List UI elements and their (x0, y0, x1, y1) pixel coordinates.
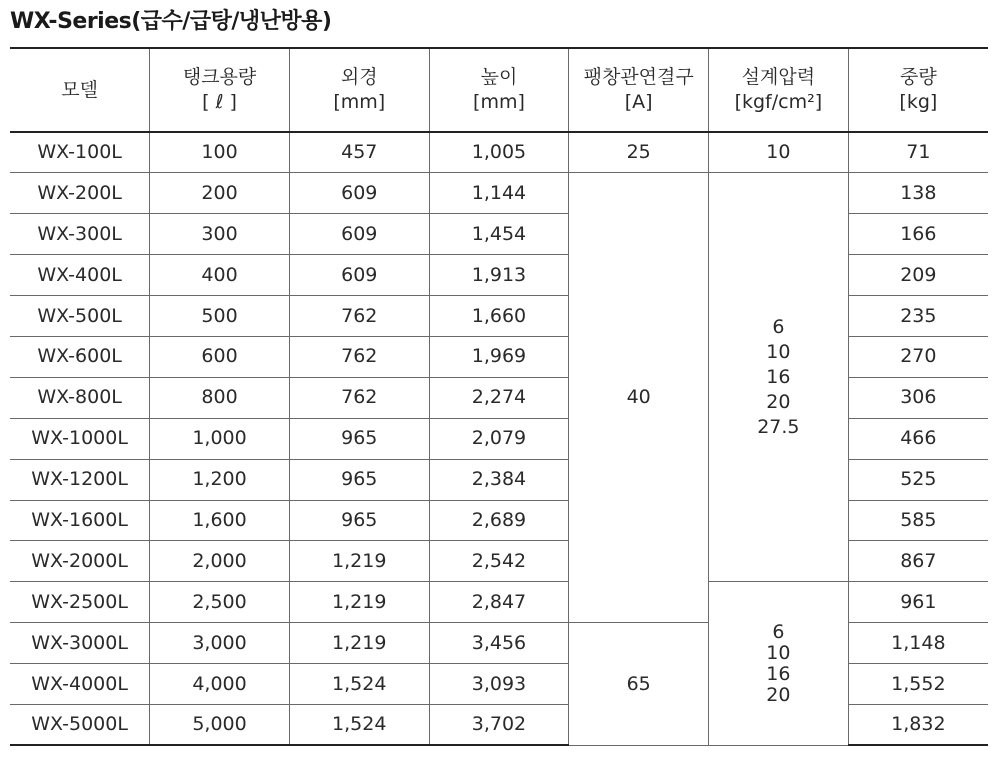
height-cell: 2,689 (429, 500, 569, 541)
diameter-cell: 965 (289, 459, 429, 500)
diameter-cell: 965 (289, 500, 429, 541)
pressure-value: 16 (766, 365, 791, 388)
header-pressure: 설계압력 [kgf/cm²] (709, 48, 849, 132)
model-cell: WX-400L (10, 255, 150, 296)
model-cell: WX-2000L (10, 541, 150, 582)
header-expansion: 팽창관연결구 [A] (569, 48, 709, 132)
diameter-cell: 1,219 (289, 541, 429, 582)
model-cell: WX-500L (10, 296, 150, 337)
model-cell: WX-200L (10, 173, 150, 214)
pressure-cell: 10 (709, 132, 849, 173)
weight-cell: 1,148 (848, 623, 988, 664)
model-cell: WX-300L (10, 214, 150, 255)
capacity-cell: 5,000 (150, 704, 290, 745)
weight-cell: 585 (848, 500, 988, 541)
capacity-cell: 400 (150, 255, 290, 296)
weight-cell: 525 (848, 459, 988, 500)
capacity-cell: 2,500 (150, 582, 290, 623)
height-cell: 1,144 (429, 173, 569, 214)
pressure-cell (709, 582, 849, 746)
diameter-cell: 1,219 (289, 582, 429, 623)
capacity-cell: 1,000 (150, 418, 290, 459)
diameter-cell: 609 (289, 255, 429, 296)
diameter-cell: 762 (289, 377, 429, 418)
capacity-cell: 4,000 (150, 664, 290, 705)
pressure-value: 20 (766, 390, 791, 413)
diameter-cell: 762 (289, 336, 429, 377)
diameter-cell: 609 (289, 173, 429, 214)
pressure-value: 27.5 (757, 415, 800, 438)
weight-cell: 306 (848, 377, 988, 418)
pressure-value: 16 (766, 662, 791, 685)
weight-cell: 209 (848, 255, 988, 296)
weight-cell: 71 (848, 132, 988, 173)
header-height: 높이 [mm] (429, 48, 569, 132)
header-capacity: 탱크용량 [ ℓ ] (150, 48, 290, 132)
diameter-cell: 965 (289, 418, 429, 459)
weight-cell: 166 (848, 214, 988, 255)
table-row (10, 173, 988, 214)
weight-cell: 235 (848, 296, 988, 337)
height-cell: 3,456 (429, 623, 569, 664)
model-cell: WX-800L (10, 377, 150, 418)
height-cell: 1,005 (429, 132, 569, 173)
capacity-cell: 200 (150, 173, 290, 214)
capacity-cell: 3,000 (150, 623, 290, 664)
pressure-cell (709, 173, 849, 582)
height-cell: 1,969 (429, 336, 569, 377)
model-cell: WX-100L (10, 132, 150, 173)
diameter-cell: 1,219 (289, 623, 429, 664)
height-cell: 2,274 (429, 377, 569, 418)
header-model: 모델 (10, 48, 150, 132)
model-cell: WX-600L (10, 336, 150, 377)
capacity-cell: 500 (150, 296, 290, 337)
table-row (10, 582, 988, 623)
height-cell: 1,913 (429, 255, 569, 296)
weight-cell: 270 (848, 336, 988, 377)
weight-cell: 961 (848, 582, 988, 623)
height-cell: 1,454 (429, 214, 569, 255)
pressure-value: 10 (766, 641, 791, 664)
pressure-value: 20 (766, 683, 791, 706)
capacity-cell: 1,600 (150, 500, 290, 541)
height-cell: 2,079 (429, 418, 569, 459)
capacity-cell: 800 (150, 377, 290, 418)
height-cell: 2,542 (429, 541, 569, 582)
weight-cell: 138 (848, 173, 988, 214)
table-row (10, 132, 988, 173)
diameter-cell: 1,524 (289, 664, 429, 705)
height-cell: 2,847 (429, 582, 569, 623)
pressure-value: 6 (772, 620, 785, 643)
diameter-cell: 1,524 (289, 704, 429, 745)
height-cell: 2,384 (429, 459, 569, 500)
expansion-cell: 40 (569, 173, 709, 623)
weight-cell: 867 (848, 541, 988, 582)
capacity-cell: 1,200 (150, 459, 290, 500)
height-cell: 3,093 (429, 664, 569, 705)
capacity-cell: 2,000 (150, 541, 290, 582)
height-cell: 1,660 (429, 296, 569, 337)
weight-cell: 1,832 (848, 704, 988, 745)
model-cell: WX-5000L (10, 704, 150, 745)
capacity-cell: 600 (150, 336, 290, 377)
weight-cell: 466 (848, 418, 988, 459)
pressure-value: 6 (772, 315, 785, 338)
capacity-cell: 300 (150, 214, 290, 255)
capacity-cell: 100 (150, 132, 290, 173)
pressure-value: 10 (766, 340, 791, 363)
diameter-cell: 457 (289, 132, 429, 173)
model-cell: WX-1600L (10, 500, 150, 541)
model-cell: WX-2500L (10, 582, 150, 623)
model-cell: WX-1000L (10, 418, 150, 459)
weight-cell: 1,552 (848, 664, 988, 705)
height-cell: 3,702 (429, 704, 569, 745)
page-title: WX-Series(급수/급탕/냉난방용) (10, 9, 332, 34)
model-cell: WX-3000L (10, 623, 150, 664)
header-row (10, 48, 988, 132)
spec-table (10, 47, 988, 746)
header-diameter: 외경 [mm] (289, 48, 429, 132)
diameter-cell: 609 (289, 214, 429, 255)
header-weight: 중량 [kg] (848, 48, 988, 132)
diameter-cell: 762 (289, 296, 429, 337)
expansion-cell: 65 (569, 623, 709, 746)
expansion-cell: 25 (569, 132, 709, 173)
model-cell: WX-1200L (10, 459, 150, 500)
model-cell: WX-4000L (10, 664, 150, 705)
